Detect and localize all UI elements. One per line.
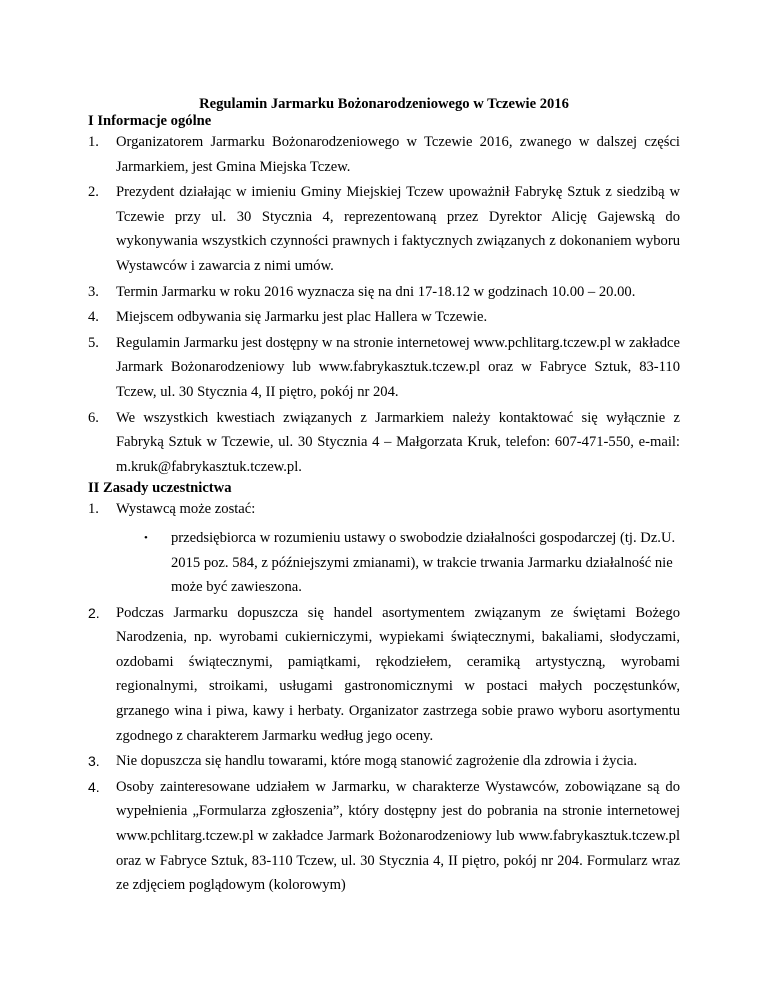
list-item <box>88 280 680 305</box>
general-info-list <box>88 130 680 479</box>
item-text: Prezydent działając w imieniu Gminy Miejskiej Tczew upoważnił Fabrykę Sztuk z siedzibą w Tczewie przy ul. 30 Stycznia 4, reprezentowaną przez Dyrektor Alicję Gajewską do wykonywania wszystkich czynności prawnych i faktycznych związanych z dokonaniem wyboru Wystawców i zawarcia z nimi umów. <box>116 184 680 274</box>
bullet-list <box>116 526 680 600</box>
list-item <box>88 305 680 330</box>
item-text: Osoby zainteresowane udziałem w Jarmarku, w charakterze Wystawców, zobowiązane są do wypełnienia „Formularza zgłoszenia”, który dostępny jest do pobrania na stronie internetowej www.pchlitarg.tczew.pl w zakładce Jarmark Bożonarodzeniowy lub www.fabrykasztuk.tczew.pl oraz w Fabryce Sztuk, 83-110 Tczew, ul. 30 Stycznia 4, II piętro, pokój nr 204. Formularz wraz ze zdjęciem poglądowym (kolorowym) <box>116 778 680 894</box>
section-heading-participation: II Zasady uczestnictwa <box>88 480 232 497</box>
bullet-text: przedsiębiorca w rozumieniu ustawy o swobodzie działalności gospodarczej (tj. Dz.U. 2015 poz. 584, z późniejszymi zmianami), w trakcie trwania Jarmarku działalność nie może być zawieszona. <box>171 529 676 596</box>
item-text: Nie dopuszcza się handlu towarami, które mogą stanowić zagrożenie dla zdrowia i życia. <box>116 753 638 770</box>
section-heading-general: I Informacje ogólne <box>88 113 212 129</box>
document-page <box>88 96 680 899</box>
list-item <box>88 497 680 599</box>
item-text: Termin Jarmarku w roku 2016 wyznacza się na dni 17-18.12 w godzinach 10.00 – 20.00. <box>116 283 636 300</box>
bullet-item <box>116 526 680 600</box>
item-text: Wystawcą może zostać: <box>116 501 256 518</box>
item-number: 4. <box>88 309 99 326</box>
item-number: 3. <box>88 283 99 300</box>
item-number: 3. <box>88 753 100 770</box>
item-text: We wszystkich kwestiach związanych z Jarmarkiem należy kontaktować się wyłącznie z Fabryką Sztuk w Tczewie, ul. 30 Stycznia 4 – Małgorzata Kruk, telefon: 607-471-550, e-mail: m.kruk@fabrykasztuk.tczew.pl. <box>116 409 680 475</box>
item-text: Organizatorem Jarmarku Bożonarodzeniowego w Tczewie 2016, zwanego w dalszej części Jarmarkiem, jest Gmina Miejska Tczew. <box>116 134 680 175</box>
item-number: 6. <box>88 409 99 426</box>
item-text: Podczas Jarmarku dopuszcza się handel asortymentem związanym ze świętami Bożego Narodzenia, np. wyrobami cukierniczymi, wypiekami świątecznymi, bakaliami, słodyczami, ozdobami świątecznymi, pamiątkami, rękodziełem, ceramiką artystyczną, wyrobami regionalnymi, stroikami, usługami gastronomicznymi w postaci małych poczęstunków, grzanego wina i piwa, kawy i herbaty. Organizator zastrzega sobie prawo wyboru asortymentu zgodnego z charakterem Jarmarku według jego oceny. <box>116 604 680 744</box>
list-item <box>88 331 680 405</box>
item-text: Miejscem odbywania się Jarmarku jest plac Hallera w Tczewie. <box>116 309 488 326</box>
bullet-icon: • <box>144 531 148 544</box>
item-text: Regulamin Jarmarku jest dostępny w na stronie internetowej www.pchlitarg.tczew.pl w zakładce Jarmark Bożonarodzeniowy lub www.fabrykasztuk.tczew.pl oraz w Fabryce Sztuk, 83-110 Tczew, ul. 30 Stycznia 4, II piętro, pokój nr 204. <box>116 334 680 400</box>
list-item <box>88 130 680 179</box>
item-number: 4. <box>88 778 100 795</box>
item-number: 1. <box>88 501 99 518</box>
item-number: 5. <box>88 334 99 351</box>
participation-list <box>88 497 680 898</box>
document-title: Regulamin Jarmarku Bożonarodzeniowego w Tczewie 2016 <box>199 96 569 112</box>
item-number: 2. <box>88 604 100 621</box>
list-item <box>88 775 680 898</box>
list-item <box>88 180 680 278</box>
list-item <box>88 406 680 480</box>
list-item <box>88 601 680 749</box>
item-number: 2. <box>88 184 99 201</box>
item-number: 1. <box>88 134 99 150</box>
list-item <box>88 749 680 774</box>
